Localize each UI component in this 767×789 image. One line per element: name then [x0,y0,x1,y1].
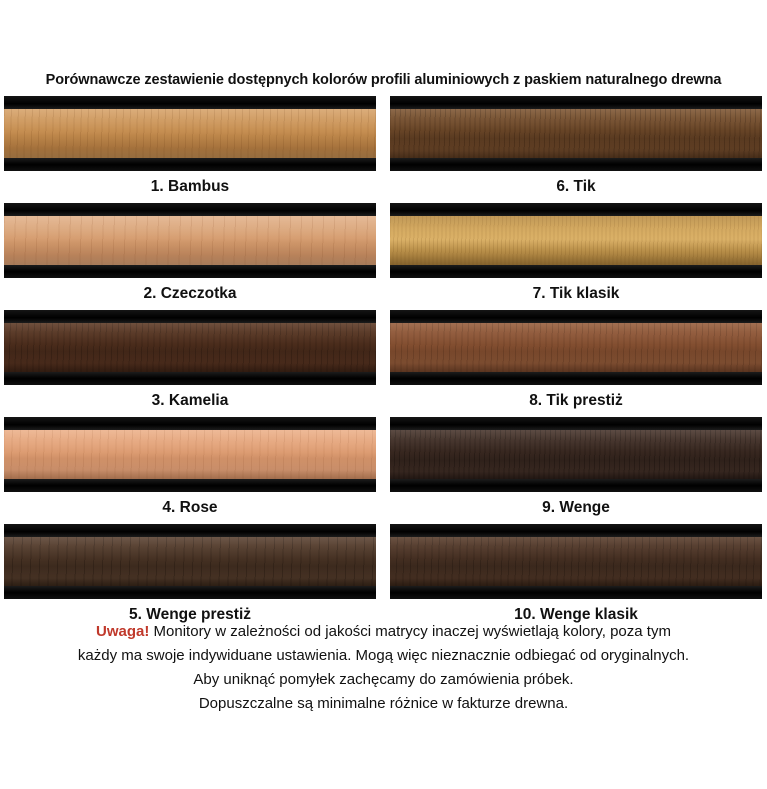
swatch-caption: 6. Tik [556,178,596,195]
wood-bar [390,323,762,372]
profile-top-edge [390,96,762,109]
wood-swatch-8 [390,310,762,385]
wood-bar [390,430,762,479]
swatch-caption: 9. Wenge [542,499,610,516]
profile-top-edge [390,417,762,430]
wood-bar [390,109,762,158]
profile-top-edge [4,310,376,323]
disclaimer-note [0,620,767,716]
wood-swatch-6 [390,96,762,171]
wood-bar [390,216,762,265]
disclaimer-line-1-text: Monitory w zależności od jakości matrycy inaczej wyświetlają kolory, poza tym [149,623,671,640]
profile-top-edge [4,417,376,430]
wood-bar [4,537,376,586]
swatch-caption: 1. Bambus [150,178,230,195]
swatch-caption: 7. Tik klasik [532,285,620,302]
wood-swatch-10 [390,524,762,599]
wood-bar [4,216,376,265]
wood-swatch-7 [390,203,762,278]
swatch-caption: 5. Wenge prestiż [128,606,252,623]
wood-bar [4,323,376,372]
profile-bottom-edge [390,372,762,385]
profile-bottom-edge [390,265,762,278]
swatch-cell [390,524,762,631]
profile-bottom-edge [4,479,376,492]
profile-bottom-edge [4,158,376,171]
swatch-cell [390,96,762,203]
swatch-caption: 3. Kamelia [151,392,229,409]
profile-bottom-edge [390,479,762,492]
swatch-cell [4,310,376,417]
swatch-cell [390,203,762,310]
profile-top-edge [390,310,762,323]
wood-bar [4,109,376,158]
wood-swatch-9 [390,417,762,492]
swatch-cell [4,524,376,631]
profile-bottom-edge [4,265,376,278]
profile-top-edge [390,203,762,216]
swatch-cell [4,417,376,524]
swatch-cell [4,203,376,310]
swatch-grid [4,96,763,631]
wood-swatch-5 [4,524,376,599]
page-title: Porównawcze zestawienie dostępnych kolorów profili aluminiowych z paskiem naturalnego drewna [45,72,722,88]
disclaimer-line-4: Dopuszczalne są minimalne różnice w fakturze drewna. [198,695,569,712]
swatch-caption: 10. Wenge klasik [514,606,638,623]
disclaimer-line-1 [0,620,767,644]
disclaimer-line-3: Aby uniknąć pomyłek zachęcamy do zamówienia próbek. [193,671,574,688]
wood-bar [390,537,762,586]
swatch-caption: 8. Tik prestiż [529,392,623,409]
swatch-caption: 2. Czeczotka [143,285,237,302]
profile-bottom-edge [4,372,376,385]
profile-bottom-edge [390,586,762,599]
swatch-caption: 4. Rose [162,499,218,516]
wood-swatch-2 [4,203,376,278]
wood-swatch-4 [4,417,376,492]
wood-swatch-1 [4,96,376,171]
profile-top-edge [390,524,762,537]
profile-top-edge [4,96,376,109]
swatch-cell [390,417,762,524]
wood-bar [4,430,376,479]
profile-top-edge [4,203,376,216]
swatch-cell [4,96,376,203]
profile-bottom-edge [4,586,376,599]
disclaimer-line-2: każdy ma swoje indywiduane ustawienia. Mogą więc nieznacznie odbiegać od oryginalnych. [77,647,690,664]
wood-swatch-3 [4,310,376,385]
profile-bottom-edge [390,158,762,171]
swatch-cell [390,310,762,417]
warning-label: Uwaga! [96,623,150,640]
profile-top-edge [4,524,376,537]
